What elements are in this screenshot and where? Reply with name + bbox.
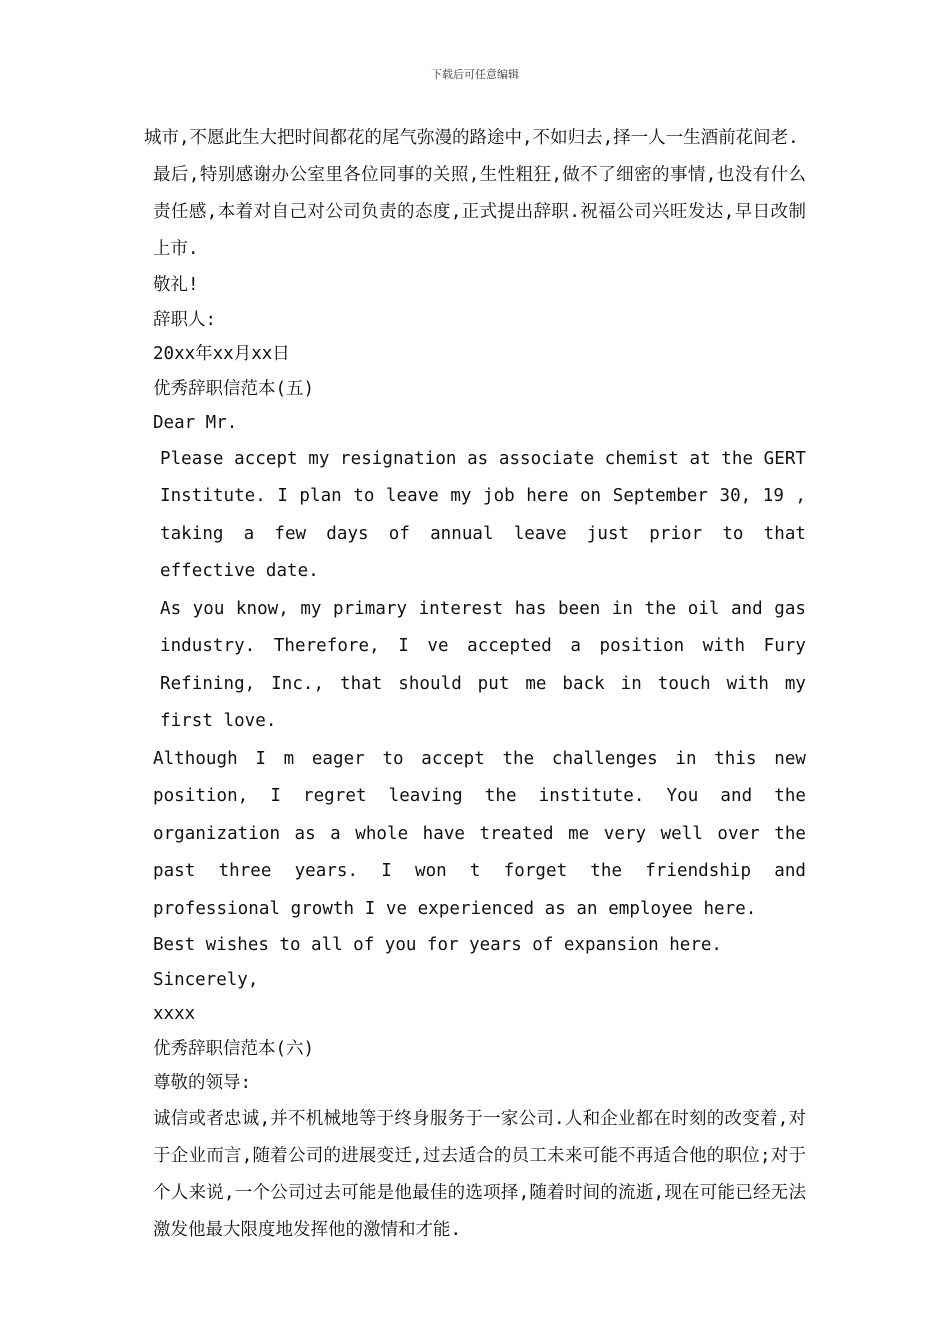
paragraph: Best wishes to all of you for years of expansion here. [153, 935, 722, 955]
paragraph: 诚信或者忠诚,并不机械地等于终身服务于一家公司.人和企业都在时刻的改变着,对于企业而言,随着公司的进展变迁,过去适合的员工未来可能不再适合他的职位;对于个人来说,一个公司过去可能是他最佳的选项择,随着时间的流逝,现在可能已经无法激发他最大限度地发挥他的激情和才能. [153, 1108, 806, 1240]
paragraph: Sincerely, [153, 969, 259, 990]
paragraph: xxxx [153, 1004, 196, 1024]
paragraph: 20xx年xx月xx日 [153, 344, 290, 364]
page-header: 下载后可任意编辑 [431, 68, 519, 81]
section-heading: 优秀辞职信范本(五) [153, 378, 315, 399]
paragraph: 最后,特别感谢办公室里各位同事的关照,生性粗狂,做不了细密的事情,也没有什么责任感,本着对自己对公司负责的态度,正式提出辞职.祝福公司兴旺发达,早日改制上市. [153, 165, 806, 259]
paragraph: 城市,不愿此生大把时间都花的尾气弥漫的路途中,不如归去,择一人一生酒前花间老. [144, 128, 799, 148]
paragraph: Although I m eager to accept the challenges in this new position, I regret leaving the institute. You and the organization as a whole have treated me very well over the past three years. I won t forget the friendship and professional growth I ve experienced as an employee here. [153, 748, 806, 919]
document-body [144, 120, 806, 1249]
paragraph: As you know, my primary interest has been in the oil and gas industry. Therefore, I ve accepted a position with Fury Refining, Inc., that should put me back in touch with my first love. [160, 598, 806, 731]
paragraph: Please accept my resignation as associate chemist at the GERT Institute. I plan to leave my job here on September 30, 19 , taking a few days of annual leave just prior to that effective date. [160, 448, 806, 581]
paragraph: 辞职人: [153, 309, 217, 330]
section-heading: 优秀辞职信范本(六) [153, 1038, 315, 1059]
paragraph: 尊敬的领导: [153, 1073, 252, 1093]
paragraph: 敬礼! [153, 275, 199, 295]
paragraph: Dear Mr. [153, 413, 238, 433]
